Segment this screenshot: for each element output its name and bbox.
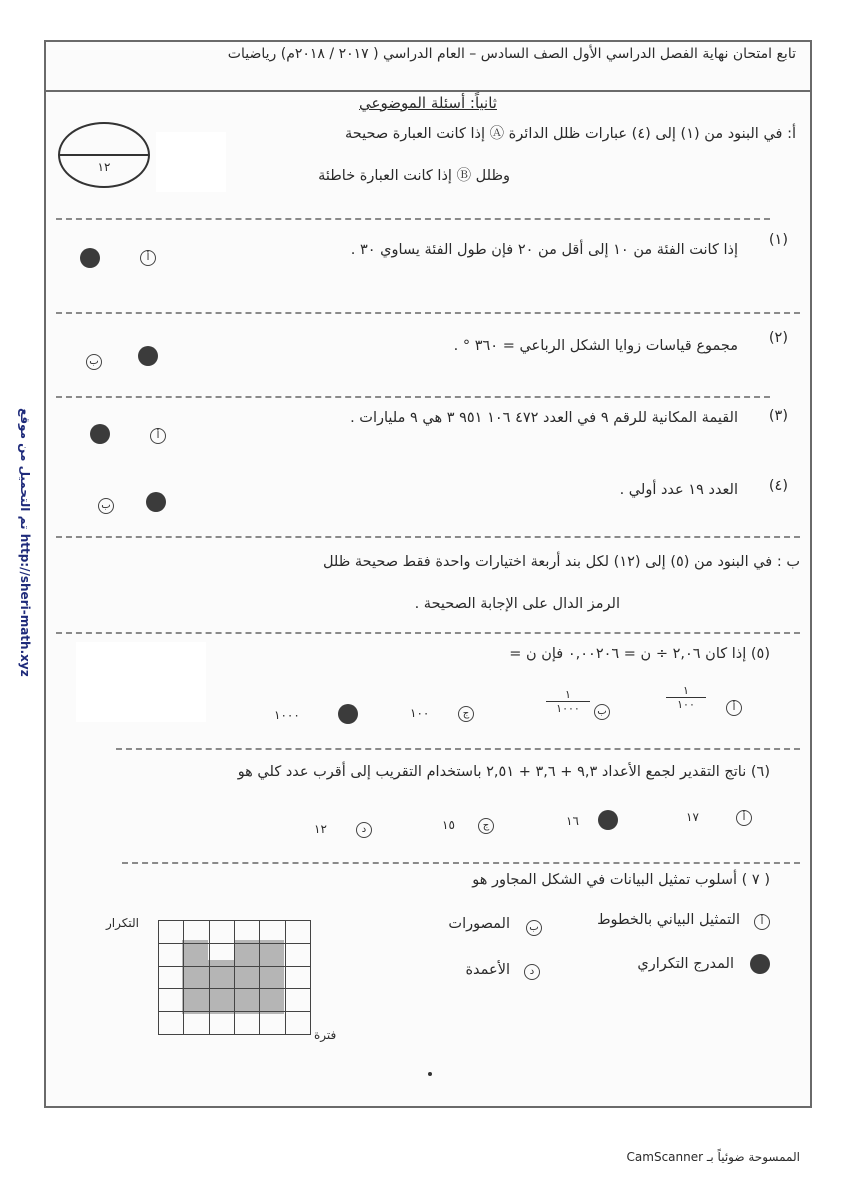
histogram-cell bbox=[259, 966, 285, 990]
histogram-y-label: التكرار bbox=[106, 916, 139, 930]
part-b-instruction-2: الرمز الدال على الإجابة الصحيحة . bbox=[414, 596, 620, 612]
histogram-cell bbox=[158, 988, 184, 1012]
filled-answer-bubble[interactable] bbox=[138, 346, 158, 366]
score-box bbox=[58, 122, 150, 188]
option-c-value: المدرج التكراري bbox=[637, 956, 734, 972]
option-c-value: ١٥ bbox=[442, 818, 455, 832]
histogram-cell bbox=[259, 920, 285, 944]
filled-answer-bubble[interactable] bbox=[80, 248, 100, 268]
histogram-x-label: فترة bbox=[314, 1028, 337, 1042]
histogram-cell bbox=[259, 1011, 285, 1035]
divider bbox=[56, 396, 770, 398]
histogram-cell bbox=[183, 943, 209, 967]
histogram-cell bbox=[158, 920, 184, 944]
option-d-bubble[interactable]: د bbox=[524, 964, 540, 980]
filled-answer-bubble[interactable] bbox=[598, 810, 618, 830]
divider bbox=[56, 218, 770, 220]
histogram-cell bbox=[158, 943, 184, 967]
histogram-cell bbox=[158, 1011, 184, 1035]
question-5-text: (٥) إذا كان ٢,٠٦ ÷ ن = ٠,٠٠٢٠٦ فإن ن = bbox=[509, 646, 770, 662]
histogram-cell bbox=[234, 920, 260, 944]
filled-answer-bubble[interactable] bbox=[90, 424, 110, 444]
question-6-text: (٦) ناتج التقدير لجمع الأعداد ٩,٣ + ٣,٦ + ٢,٥١ باستخدام التقريب إلى أقرب عدد كلي هو bbox=[237, 764, 770, 780]
score-divider bbox=[60, 154, 148, 156]
side-watermark: تم التحميل من موقع http://sheri-math.xyz bbox=[18, 408, 32, 677]
exam-page bbox=[44, 40, 812, 1108]
fraction-numerator: ١ bbox=[565, 688, 571, 701]
histogram-cell bbox=[183, 966, 209, 990]
histogram-cell bbox=[259, 988, 285, 1012]
redaction-patch bbox=[156, 132, 226, 192]
divider bbox=[122, 862, 800, 864]
question-7-text: ( ٧ ) أسلوب تمثيل البيانات في الشكل المجاور هو bbox=[472, 872, 770, 888]
histogram-cell bbox=[234, 1011, 260, 1035]
histogram-cell bbox=[158, 966, 184, 990]
question-text: القيمة المكانية للرقم ٩ في العدد ٤٧٢ ١٠٦ ٩٥١ ٣ هي ٩ مليارات . bbox=[350, 410, 738, 426]
part-a-instruction-2: وظلل Ⓑ إذا كانت العبارة خاطئة bbox=[318, 168, 510, 184]
part-a-instruction-1: أ: في البنود من (١) إلى (٤) عبارات ظلل الدائرة Ⓐ إذا كانت العبارة صحيحة bbox=[345, 126, 796, 142]
fraction-denominator: ١٠٠٠ bbox=[546, 701, 590, 715]
header-line: تابع امتحان نهاية الفصل الدراسي الأول الصف السادس – العام الدراسي ( ٢٠١٧ / ٢٠١٨م) رياضيات bbox=[227, 46, 796, 62]
histogram-cell bbox=[285, 966, 311, 990]
option-c-bubble[interactable]: ج bbox=[458, 706, 474, 722]
histogram-cell bbox=[183, 988, 209, 1012]
option-d-bubble[interactable]: د bbox=[356, 822, 372, 838]
histogram-cell bbox=[259, 943, 285, 967]
page-dot bbox=[428, 1072, 432, 1076]
histogram-cell bbox=[209, 988, 235, 1012]
question-text: إذا كانت الفئة من ١٠ إلى أقل من ٢٠ فإن طول الفئة يساوي ٣٠ . bbox=[350, 242, 738, 258]
option-a-bubble[interactable]: أ bbox=[754, 914, 770, 930]
option-b-value: ١٦ bbox=[566, 814, 579, 828]
option-b-bubble[interactable]: ب bbox=[86, 354, 102, 370]
divider bbox=[56, 632, 800, 634]
score-value: ١٢ bbox=[97, 160, 111, 174]
fraction-denominator: ١٠٠ bbox=[666, 697, 706, 711]
option-a-value: ١٧ bbox=[686, 810, 699, 824]
divider bbox=[56, 536, 800, 538]
fraction-a bbox=[666, 684, 706, 711]
question-number: (٢) bbox=[768, 330, 788, 346]
histogram-cell bbox=[285, 1011, 311, 1035]
histogram-cell bbox=[234, 966, 260, 990]
histogram-cell bbox=[285, 943, 311, 967]
fraction-numerator: ١ bbox=[683, 684, 689, 697]
divider bbox=[116, 748, 800, 750]
section-title: ثانياً: أسئلة الموضوعي bbox=[359, 94, 497, 112]
option-a-bubble[interactable]: أ bbox=[140, 250, 156, 266]
divider bbox=[56, 312, 800, 314]
filled-answer-bubble[interactable] bbox=[750, 954, 770, 974]
histogram-cell bbox=[209, 1011, 235, 1035]
histogram-cell bbox=[285, 920, 311, 944]
option-d-value: الأعمدة bbox=[465, 962, 510, 978]
exam-header bbox=[46, 42, 810, 92]
option-b-value: المصورات bbox=[448, 916, 510, 932]
fraction-b bbox=[546, 688, 590, 715]
question-number: (٣) bbox=[768, 408, 788, 424]
question-text: العدد ١٩ عدد أولي . bbox=[619, 482, 738, 498]
histogram-cell bbox=[209, 943, 235, 967]
option-c-value: ١٠٠ bbox=[410, 706, 430, 720]
question-text: مجموع قياسات زوايا الشكل الرباعي = ٣٦٠ ° . bbox=[453, 338, 738, 354]
question-number: (١) bbox=[768, 232, 788, 248]
part-b-instruction-1: ب : في البنود من (٥) إلى (١٢) لكل بند أربعة اختيارات واحدة فقط صحيحة ظلل bbox=[322, 554, 800, 570]
option-a-bubble[interactable]: أ bbox=[736, 810, 752, 826]
option-d-value: ١٠٠٠ bbox=[274, 708, 300, 722]
option-a-bubble[interactable]: أ bbox=[150, 428, 166, 444]
option-c-bubble[interactable]: ج bbox=[478, 818, 494, 834]
histogram-cell bbox=[234, 943, 260, 967]
redaction-patch bbox=[76, 642, 206, 722]
histogram-cell bbox=[285, 988, 311, 1012]
histogram-cell bbox=[183, 1011, 209, 1035]
histogram-figure bbox=[158, 920, 310, 1034]
filled-answer-bubble[interactable] bbox=[146, 492, 166, 512]
question-number: (٤) bbox=[768, 478, 788, 494]
option-d-value: ١٢ bbox=[314, 822, 327, 836]
histogram-cell bbox=[234, 988, 260, 1012]
filled-answer-bubble[interactable] bbox=[338, 704, 358, 724]
option-a-value: التمثيل البياني بالخطوط bbox=[597, 912, 740, 928]
histogram-cell bbox=[209, 966, 235, 990]
histogram-cell bbox=[183, 920, 209, 944]
option-b-bubble[interactable]: ب bbox=[98, 498, 114, 514]
option-b-bubble[interactable]: ب bbox=[594, 704, 610, 720]
histogram-cell bbox=[209, 920, 235, 944]
option-b-bubble[interactable]: ب bbox=[526, 920, 542, 936]
camscanner-footer: الممسوحة ضوئياً بـ CamScanner bbox=[626, 1150, 800, 1164]
option-a-bubble[interactable]: أ bbox=[726, 700, 742, 716]
